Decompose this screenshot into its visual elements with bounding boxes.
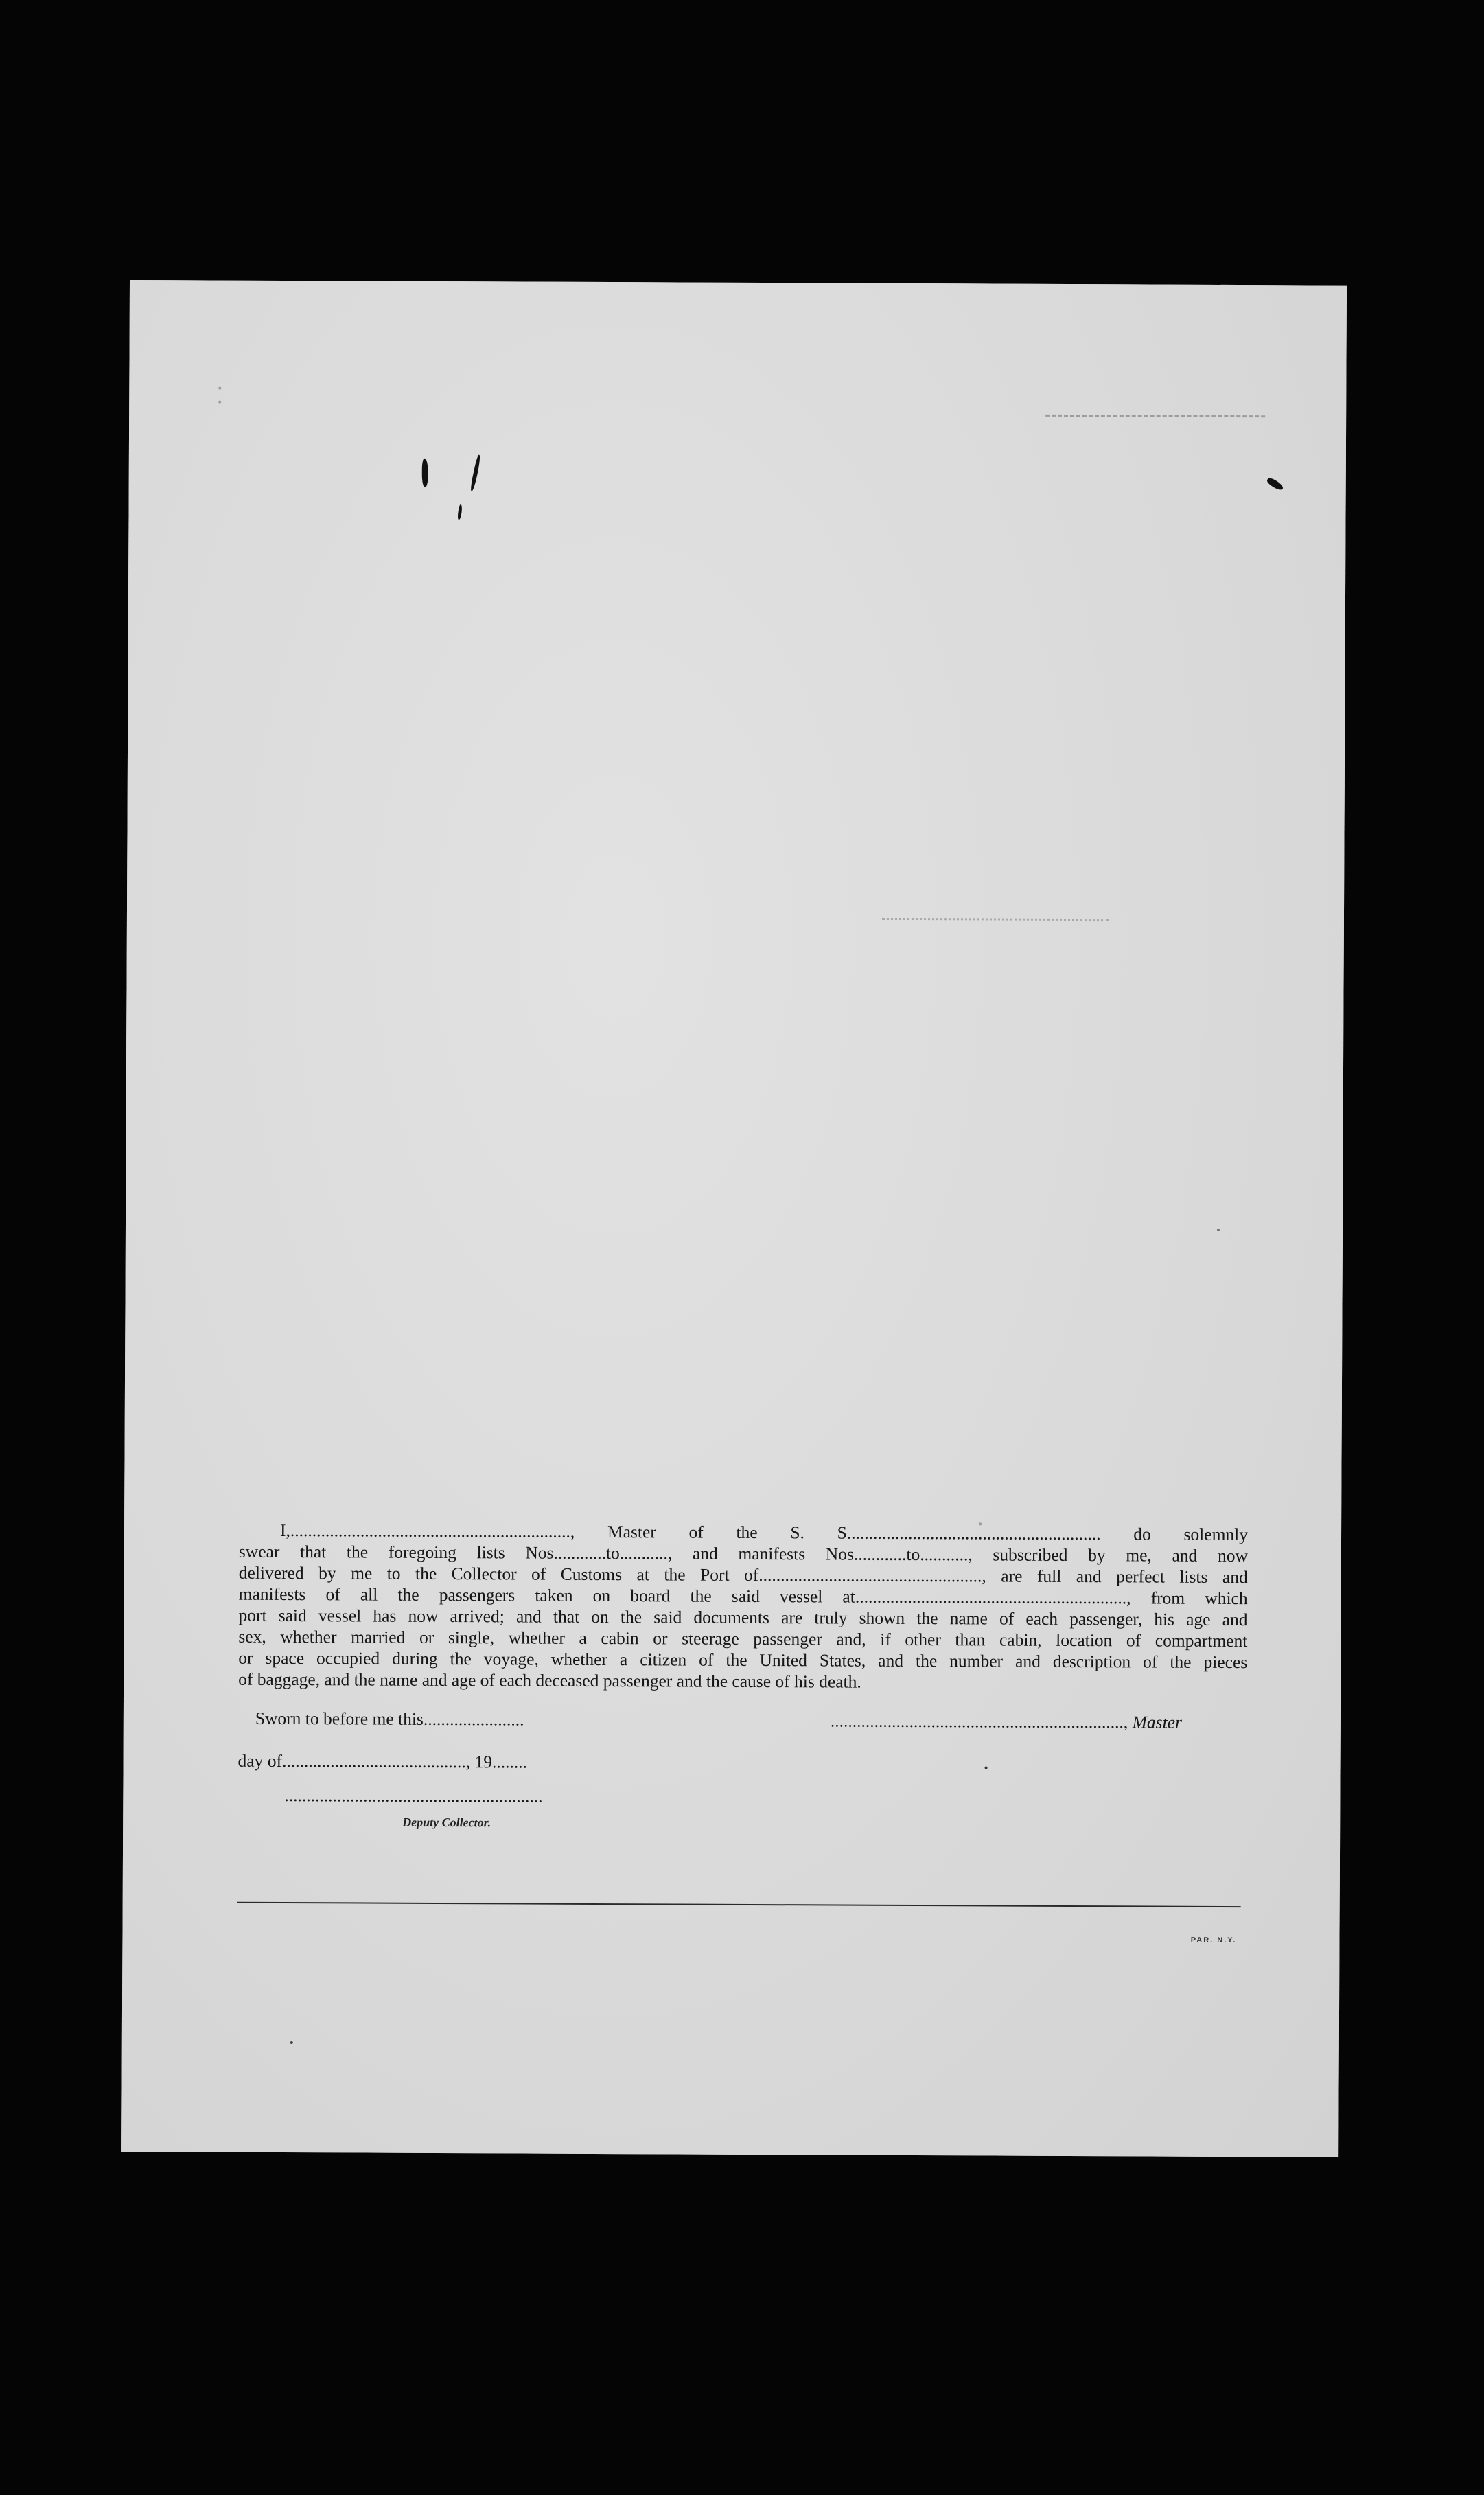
printer-mark: PAR. N.Y. — [1190, 1936, 1237, 1945]
sworn-line — [255, 1708, 524, 1730]
oath-line: or space occupied during the voyage, whether a citizen of the United States, and the number and description of the pieces — [238, 1647, 1248, 1673]
oath-line: I,................................................................, Master of the S. S.......................................................... do solemnly — [279, 1520, 1249, 1545]
manifest-back-page — [121, 280, 1347, 2157]
oath-line: delivered by me to the Collector of Customs at the Port of..................................................., are full and perfect lists and — [238, 1562, 1248, 1588]
oath-line: manifests of all the passengers taken on board the said vessel at.............................................................., from which — [238, 1583, 1248, 1609]
deputy-collector-dots: ........................................................... — [284, 1785, 543, 1807]
horizontal-rule — [237, 1902, 1241, 1907]
master-label: Master — [1132, 1712, 1183, 1732]
speck — [985, 1766, 988, 1769]
speck — [218, 401, 221, 404]
ink-mark — [1266, 476, 1284, 491]
oath-line: of baggage, and the name and age of each deceased passenger and the cause of his death. — [238, 1669, 861, 1692]
oath-line: port said vessel has now arrived; and that on the said documents are truly shown the name of each passenger, his age and — [238, 1605, 1248, 1630]
day-of-line — [238, 1751, 528, 1773]
master-dots: ..................................................................., — [830, 1710, 1133, 1732]
day-of-text: day of.........................................., 19........ — [237, 1750, 528, 1772]
oath-line: sex, whether married or single, whether a cabin or steerage passenger and, if other than cabin, location of compartment — [238, 1626, 1248, 1651]
deputy-collector-line — [284, 1785, 542, 1807]
ink-mark — [457, 504, 463, 520]
oath-line: swear that the foregoing lists Nos............to..........., and manifests Nos............to..........., subscribed by me, and now — [238, 1541, 1248, 1566]
master-signature-line — [831, 1710, 1182, 1732]
deputy-collector-label: Deputy Collector. — [402, 1815, 491, 1830]
bleed-through-dots — [882, 918, 1109, 921]
ink-mark — [469, 454, 481, 491]
speck — [1217, 1229, 1220, 1231]
sworn-text: Sworn to before me this....................... — [255, 1708, 524, 1730]
ink-mark — [422, 459, 428, 487]
speck — [290, 2041, 293, 2044]
speck — [218, 387, 221, 390]
oath-paragraph — [238, 1520, 1248, 1694]
bleed-through-dots — [1045, 415, 1265, 417]
